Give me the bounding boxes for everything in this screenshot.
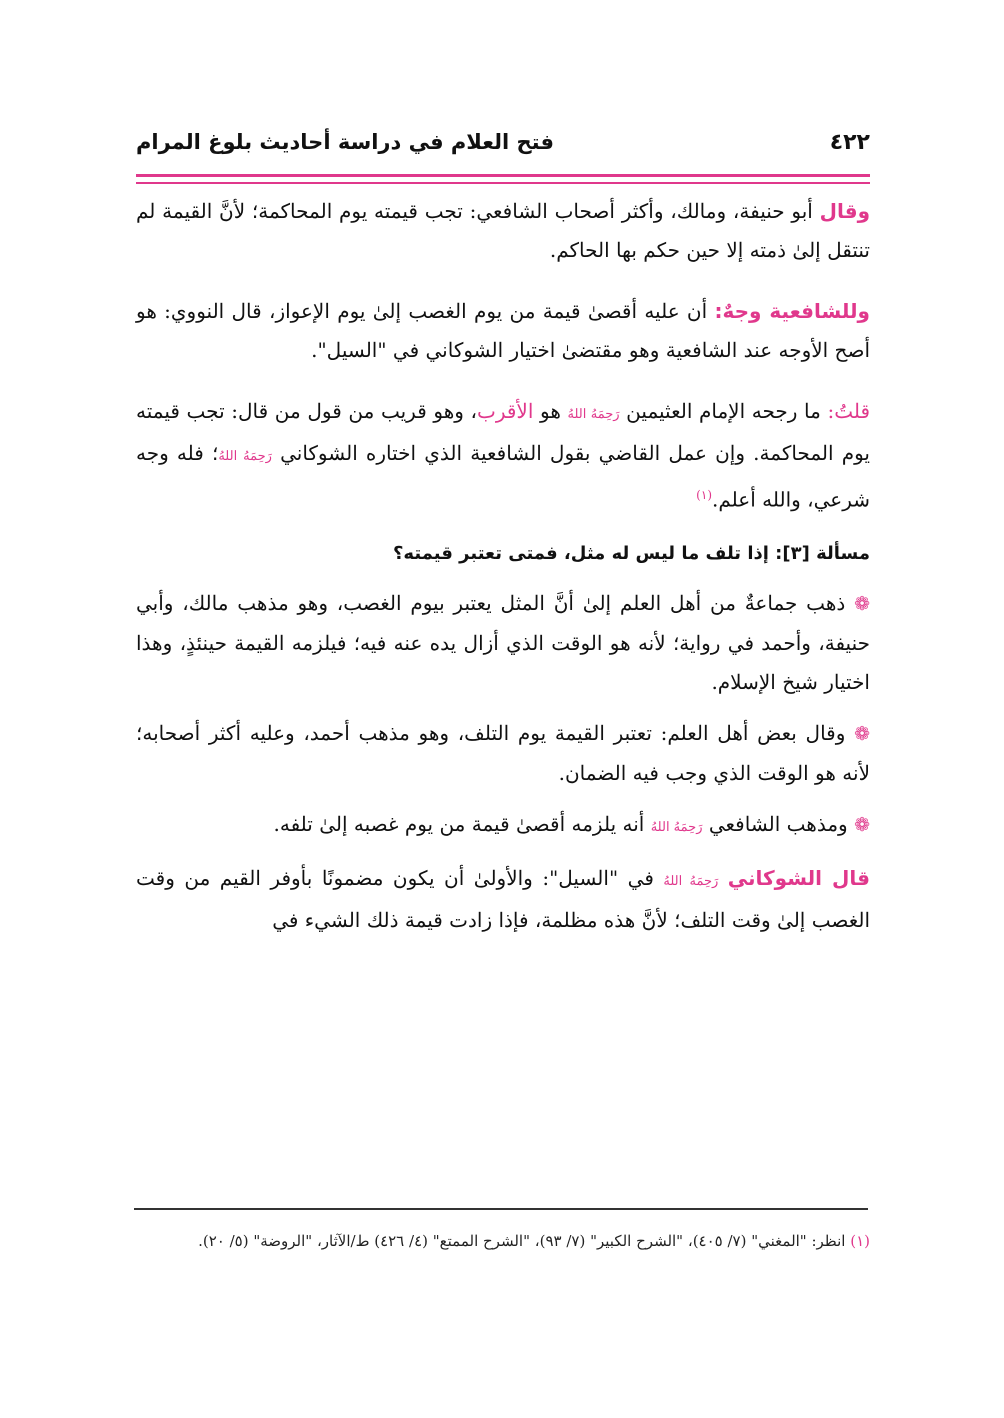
paragraph-3-text-d: ؛ فله وجه شرعي، والله أعلم. (136, 441, 870, 512)
bullet-1 (136, 584, 870, 702)
paragraph-4 (136, 859, 870, 940)
header-rule-thick (136, 174, 870, 177)
header-rule-thin (136, 182, 870, 184)
paragraph-2-lead: وللشافعية وجهٌ: (714, 299, 870, 323)
page-number: ٤٢٢ (829, 130, 870, 155)
paragraph-3-text-c: ، وهو قريب من قول من قال: تجب قيمته يوم المحاكمة. وإن عمل القاضي بقول الشافعية الذي اختاره الشوكاني (136, 399, 870, 465)
book-title: فتح العلام في دراسة أحاديث بلوغ المرام (136, 130, 554, 154)
main-text (136, 192, 870, 940)
running-header (136, 118, 870, 170)
question-heading (136, 534, 870, 574)
footnote-number: (١) (850, 1232, 870, 1250)
page (136, 118, 870, 170)
flower-bullet-icon: ❁ (854, 592, 870, 615)
bullet-2 (136, 714, 870, 793)
bullet-2-text: وقال بعض أهل العلم: تعتبر القيمة يوم التلف، وهو مذهب أحمد، وعليه أكثر أصحابه؛ لأنه هو الوقت الذي وجب فيه الضمان. (136, 720, 870, 785)
paragraph-3 (136, 392, 870, 520)
bullet-3-text-b: أنه يلزمه أقصىٰ قيمة من يوم غصبه إلىٰ تلفه. (273, 811, 651, 836)
paragraph-2 (136, 292, 870, 370)
honorific-icon: رَحِمَهُ اللهُ (218, 449, 272, 464)
paragraph-4-text: في "السيل": والأولىٰ أن يكون مضمونًا بأوفر القيم من وقت الغصب إلىٰ وقت التلف؛ لأنَّ هذه مظلمة، فإذا زادت قيمة ذلك الشيء في (136, 865, 870, 932)
honorific-icon: رَحِمَهُ اللهُ (650, 819, 703, 835)
highlight-aqrab: الأقرب (477, 399, 534, 423)
footnote (136, 1226, 870, 1256)
paragraph-1-text: أبو حنيفة، ومالك، وأكثر أصحاب الشافعي: تجب قيمته يوم المحاكمة؛ لأنَّ القيمة لم تنتقل إلىٰ ذمته إلا حين حكم بها الحاكم. (136, 199, 870, 262)
bullet-3-text-a: ومذهب الشافعي (702, 811, 855, 836)
paragraph-3-text-b: هو (533, 399, 568, 423)
flower-bullet-icon: ❁ (854, 813, 870, 836)
paragraph-3-lead: قلتُ: (827, 399, 871, 423)
flower-bullet-icon: ❁ (854, 722, 870, 745)
question-label: مسألة [٣]: (775, 542, 870, 564)
paragraph-3-text-a: ما رجحه الإمام العثيمين (619, 399, 828, 423)
footnote-rule (134, 1208, 868, 1210)
paragraph-4-lead: قال الشوكاني (727, 865, 870, 890)
question-text: إذا تلف ما ليس له مثل، فمتى تعتبر قيمته؟ (392, 542, 776, 564)
paragraph-2-text: أن عليه أقصىٰ قيمة من يوم الغصب إلىٰ يوم الإعواز، قال النووي: هو أصح الأوجه عند الشافعية وهو مقتضىٰ اختيار الشوكاني في "السيل". (136, 299, 870, 362)
honorific-icon: رَحِمَهُ اللهُ (663, 873, 719, 889)
footnote-ref[interactable]: (١) (696, 488, 712, 502)
bullet-1-text: ذهب جماعةٌ من أهل العلم إلىٰ أنَّ المثل يعتبر بيوم الغصب، وهو مذهب مالك، وأبي حنيفة، وأحمد في رواية؛ لأنه هو الوقت الذي أزال يده عنه فيه؛ فيلزمه القيمة حينئذٍ، وهذا اختيار شيخ الإسلام. (136, 590, 870, 694)
honorific-icon: رَحِمَهُ اللهُ (567, 407, 620, 422)
footnote-text: انظر: "المغني" (٧/ ٤٠٥)، "الشرح الكبير" (٧/ ٩٣)، "الشرح الممتع" (٤/ ٤٢٦) ط/الآثار، "الروضة" (٥/ ٢٠). (198, 1232, 851, 1250)
paragraph-1-lead: وقال (819, 199, 870, 223)
paragraph-1 (136, 192, 870, 270)
bullet-3 (136, 805, 870, 847)
